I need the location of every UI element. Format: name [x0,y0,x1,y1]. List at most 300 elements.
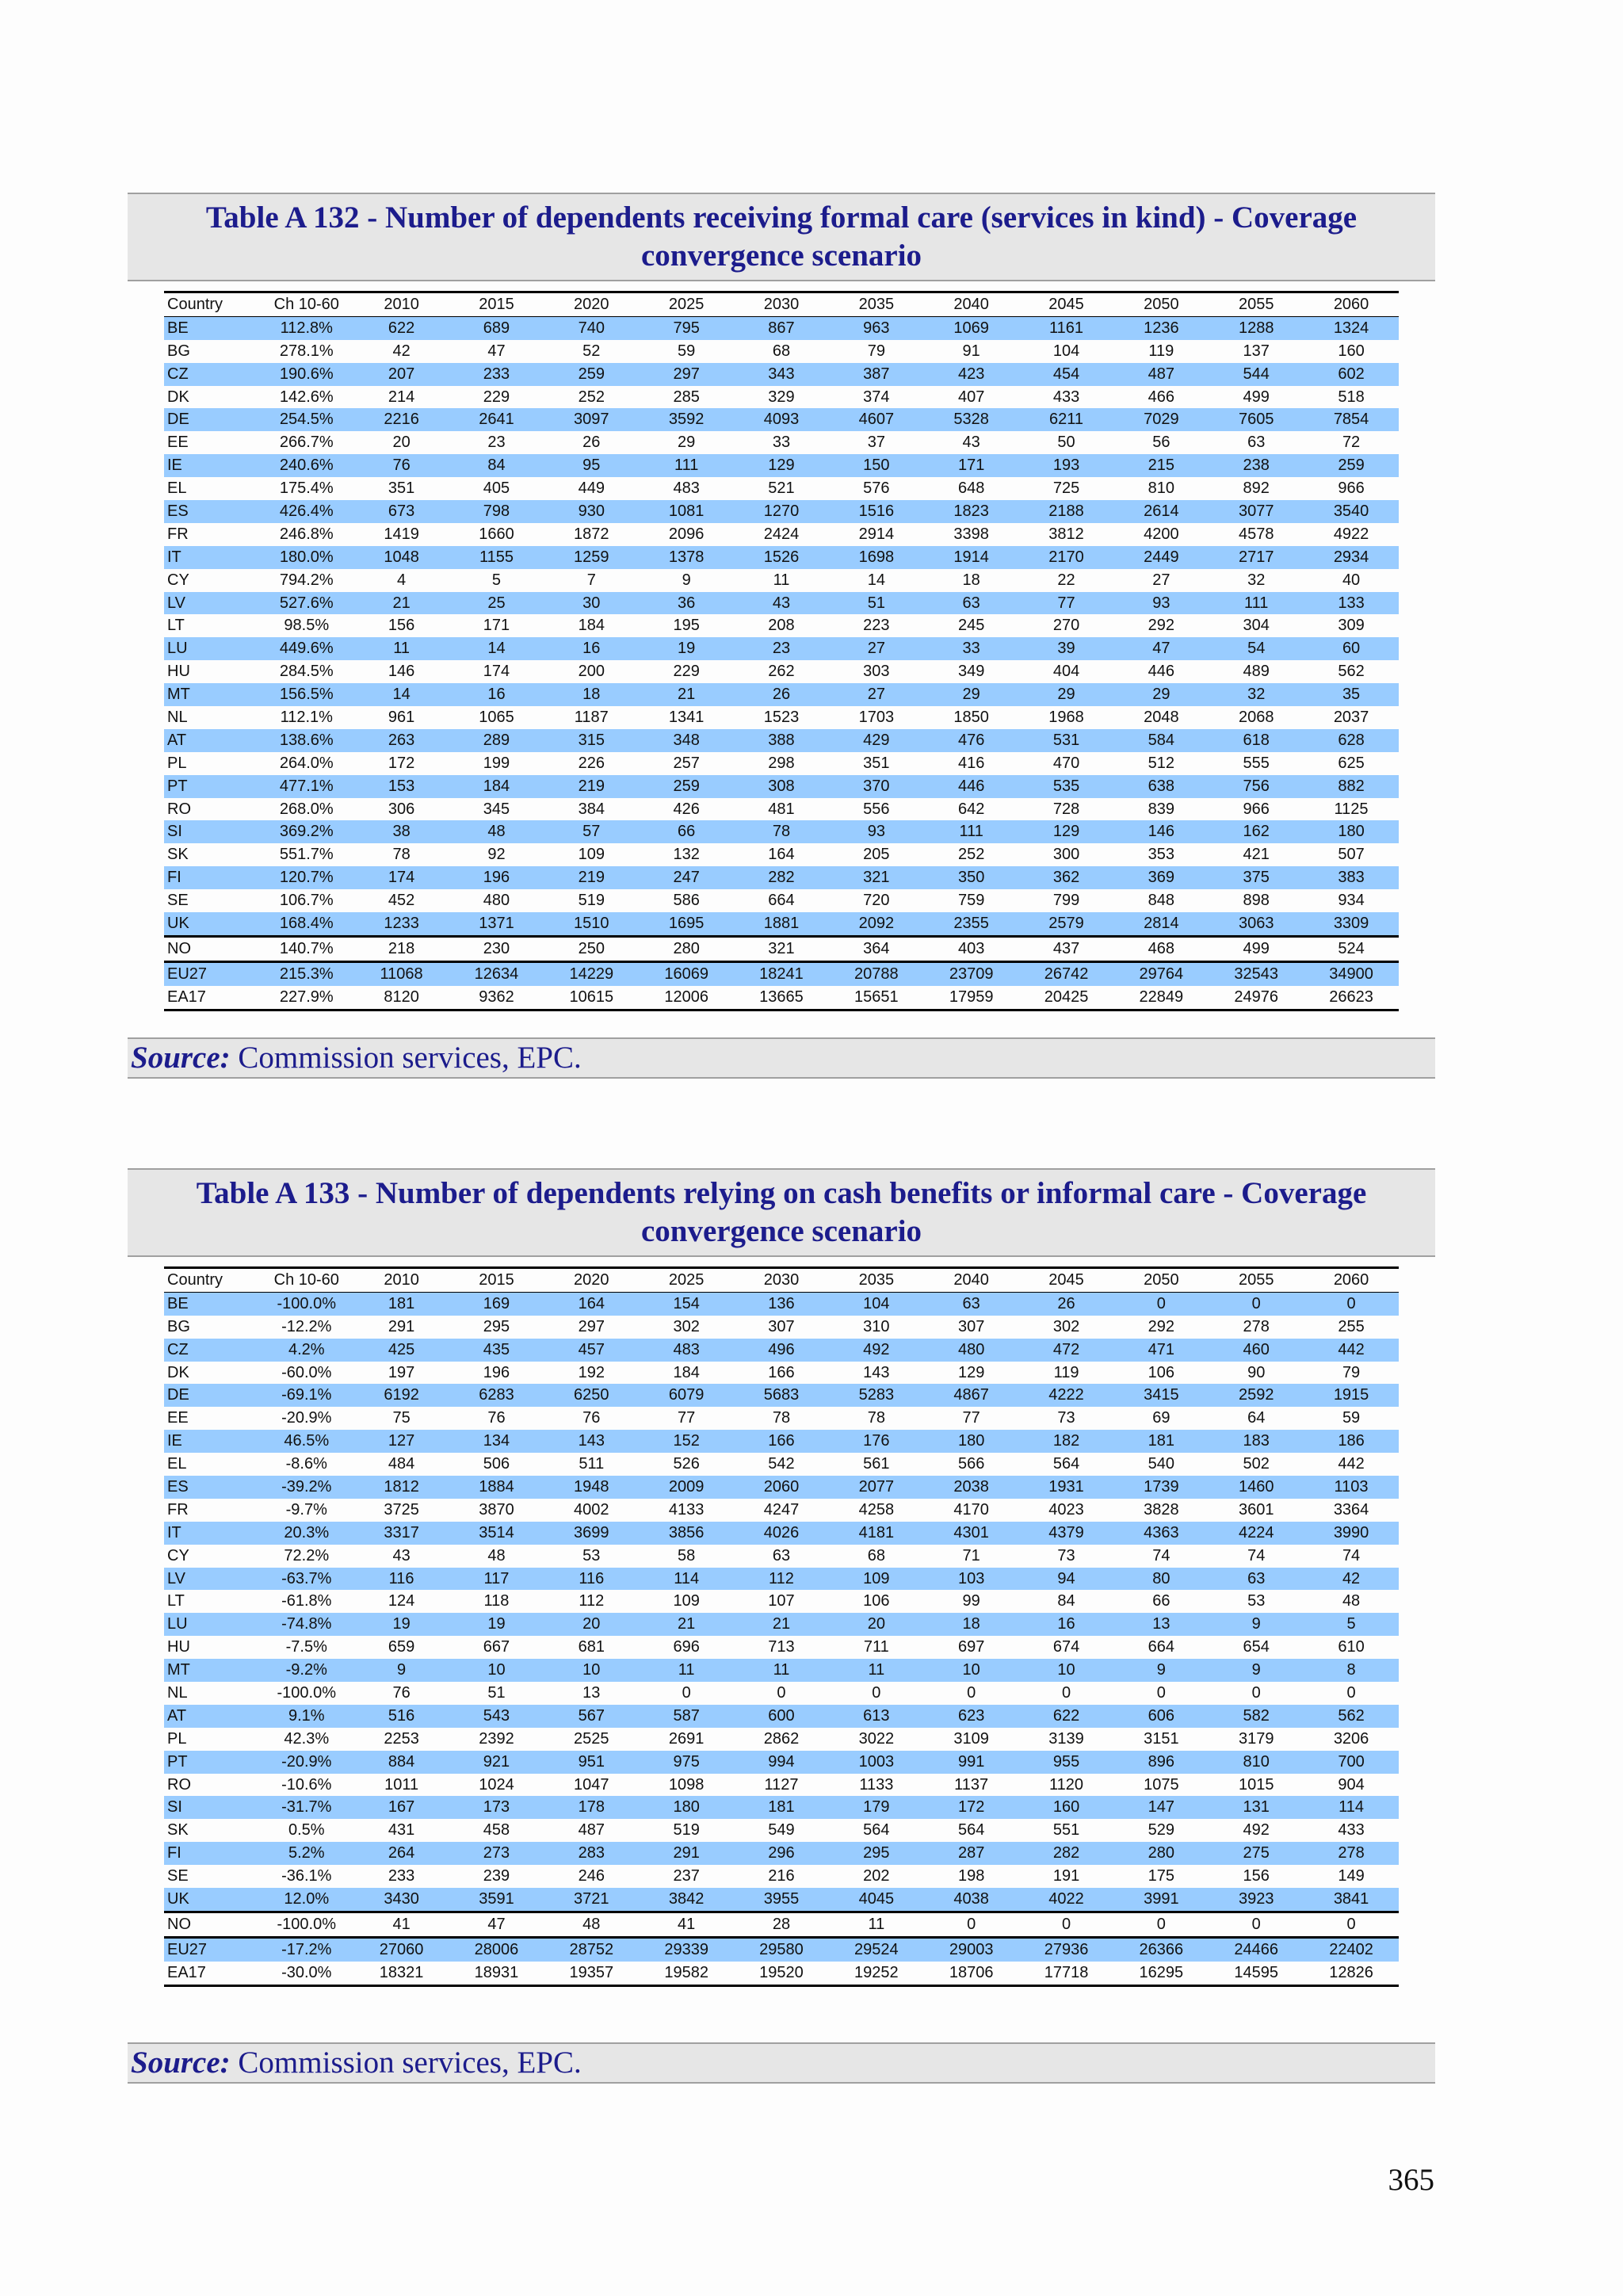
source-note [128,2042,1435,2084]
value-cell: 3540 [1304,500,1399,523]
value-cell: 587 [639,1705,734,1728]
value-cell: 867 [734,316,829,339]
value-cell: 1812 [354,1476,449,1499]
value-cell: 27936 [1019,1937,1114,1961]
value-cell: 263 [354,729,449,752]
value-cell: 3063 [1209,912,1304,936]
value-cell: 91 [962,342,980,360]
country-cell: DE [164,1384,259,1407]
value-cell: 2934 [1304,546,1399,569]
value-cell: -36.1% [281,1867,332,1885]
value-cell: 111 [639,454,734,477]
value-cell: 33 [924,637,1019,660]
value-cell: 521 [768,479,795,498]
value-cell: 19 [354,1613,449,1636]
value-cell: 237 [673,1867,700,1885]
value-cell: -100.0% [277,1683,337,1702]
value-cell: 10 [924,1659,1019,1682]
table-row [164,1796,1399,1819]
value-cell: 638 [1113,775,1209,798]
country-cell: BG [167,1317,190,1335]
value-cell: 416 [957,754,985,772]
value-cell: 518 [1338,388,1365,406]
value-cell: 76 [392,1683,411,1702]
value-cell: 254.5% [259,408,354,431]
value-cell: 460 [1209,1339,1304,1362]
value-cell: 2216 [354,408,449,431]
value-cell: 27 [829,637,924,660]
value-cell: 264 [354,1842,449,1865]
value-cell: 383 [1304,866,1399,889]
table-row [164,866,1399,889]
value-cell: 13 [1113,1613,1209,1636]
value-cell: 98.5% [284,617,330,635]
value-cell: 2525 [574,1729,609,1748]
value-cell: 34900 [1304,961,1399,985]
value-cell: 345 [483,800,510,818]
value-cell: 3206 [1333,1729,1369,1748]
value-cell: 118 [483,1592,510,1610]
table-row [164,592,1399,615]
value-cell: 466 [1148,388,1175,406]
value-cell: 1120 [1049,1775,1084,1794]
value-cell: 29 [924,683,1019,706]
country-cell: FI [164,1842,259,1865]
value-cell: 16 [449,683,544,706]
value-cell: 93 [829,820,924,843]
value-cell: 610 [1338,1638,1365,1656]
column-header: 2040 [953,1270,989,1289]
value-cell: 285 [673,388,700,406]
value-cell: 3514 [449,1522,544,1545]
value-cell: 246 [578,1867,605,1885]
value-cell: 1915 [1304,1384,1399,1407]
value-cell: 1739 [1113,1476,1209,1499]
source-label: Source: [131,2046,231,2080]
column-header: 2015 [479,295,514,313]
value-cell: 273 [449,1842,544,1865]
country-cell: NL [167,1683,188,1702]
value-cell: 1098 [668,1775,705,1794]
value-cell: 287 [924,1842,1019,1865]
value-cell: 42 [392,342,411,360]
table-row [164,1613,1399,1636]
value-cell: 164 [544,1292,639,1315]
value-cell: 4045 [829,1888,924,1912]
value-cell: 18241 [734,961,829,985]
value-cell: 156.5% [259,683,354,706]
value-cell: 403 [957,939,985,957]
value-cell: 168.4% [259,912,354,936]
value-cell: 7 [586,571,596,589]
table-header-row [164,292,1399,317]
value-cell: 374 [863,388,890,406]
value-cell: 446 [924,775,1019,798]
table-row [164,775,1399,798]
value-cell: 6250 [544,1384,639,1407]
value-cell: 35 [1304,683,1399,706]
value-cell: 1011 [384,1775,419,1794]
value-cell: 12006 [664,988,708,1006]
table-row [164,706,1399,729]
table-section-a132 [128,193,1435,1075]
value-cell: 233 [449,363,544,386]
value-cell: 1850 [953,708,989,726]
value-cell: -31.7% [259,1796,354,1819]
value-cell: 5 [1304,1613,1399,1636]
value-cell: 1270 [734,500,829,523]
value-cell: 839 [1148,800,1175,818]
value-cell: 50 [1057,434,1075,452]
value-cell: 20 [829,1613,924,1636]
table-row [164,614,1399,637]
value-cell: 18 [962,571,980,589]
value-cell: -74.8% [259,1613,354,1636]
value-cell: 421 [1243,846,1270,864]
value-cell: 9 [682,571,691,589]
value-cell: 297 [578,1317,605,1335]
table-row [164,546,1399,569]
country-cell: SE [167,892,189,910]
value-cell: 259 [639,775,734,798]
value-cell: 4200 [1144,525,1179,543]
value-cell: 496 [734,1339,829,1362]
table-row [164,1842,1399,1865]
value-cell: 606 [1113,1705,1209,1728]
value-cell: 1259 [544,546,639,569]
value-cell: 1288 [1209,316,1304,339]
value-cell: 3151 [1144,1729,1179,1748]
value-cell: 257 [673,754,700,772]
value-cell: 29 [678,434,696,452]
value-cell: 1048 [354,546,449,569]
country-cell: FR [167,1500,189,1519]
value-cell: 4093 [734,408,829,431]
value-cell: 129 [957,1363,985,1381]
value-cell: 884 [354,1751,449,1774]
value-cell: 68 [772,342,791,360]
value-cell: 166 [734,1430,829,1453]
value-cell: 74 [1342,1546,1361,1564]
value-cell: 618 [1209,729,1304,752]
column-header: Country [167,1270,223,1289]
column-header: 2050 [1144,1270,1179,1289]
value-cell: 2009 [639,1476,734,1499]
value-cell: 1324 [1304,316,1399,339]
value-cell: 480 [483,892,510,910]
value-cell: -30.0% [281,1963,332,1981]
value-cell: 1341 [668,708,705,726]
value-cell: 112.1% [280,708,333,726]
value-cell: 252 [957,846,985,864]
country-cell: LV [164,592,259,615]
value-cell: 1103 [1304,1476,1399,1499]
value-cell: 84 [1057,1592,1075,1610]
value-cell: 3923 [1209,1888,1304,1912]
value-cell: 351 [863,754,890,772]
value-cell: 1419 [384,525,419,543]
table-row [164,363,1399,386]
value-cell: 1698 [829,546,924,569]
value-cell: 21 [639,1613,734,1636]
value-cell: 95 [544,454,639,477]
value-cell: 199 [483,754,510,772]
value-cell: 28006 [449,1937,544,1961]
value-cell: 11 [639,1659,734,1682]
value-cell: 227.9% [279,988,334,1006]
table-row [164,1962,1399,1985]
value-cell: 0 [1346,1683,1356,1702]
value-cell: 32 [1209,683,1304,706]
value-cell: 343 [734,363,829,386]
page-number: 365 [1388,2163,1434,2197]
value-cell: 284.5% [279,663,334,681]
value-cell: 511 [579,1455,605,1473]
value-cell: 51 [487,1683,506,1702]
value-cell: 1075 [1144,1775,1179,1794]
table-row [164,961,1399,985]
value-cell: 564 [1052,1455,1080,1473]
value-cell: 266.7% [279,434,334,452]
value-cell: 9362 [479,988,514,1006]
value-cell: 3841 [1304,1888,1399,1912]
value-cell: 2424 [763,525,800,543]
table-body [164,316,1399,1010]
value-cell: 433 [1338,1821,1365,1839]
value-cell: 278.1% [279,342,334,360]
value-cell: 63 [924,1292,1019,1315]
table-row [164,431,1399,454]
value-cell: 1460 [1209,1476,1304,1499]
value-cell: 529 [1148,1821,1175,1839]
value-cell: 481 [768,800,795,818]
value-cell: 681 [578,1638,605,1656]
value-cell: 78 [734,820,829,843]
value-cell: 4023 [1048,1500,1084,1519]
value-cell: 18706 [949,1963,994,1981]
value-cell: 476 [924,729,1019,752]
country-cell: SK [167,846,189,864]
country-cell: RO [167,1775,191,1794]
value-cell: 896 [1113,1751,1209,1774]
value-cell: 622 [1019,1705,1114,1728]
value-cell: -20.9% [259,1751,354,1774]
value-cell: 551 [1052,1821,1080,1839]
value-cell: 68 [867,1546,885,1564]
value-cell: 4922 [1333,525,1369,543]
column-header: Ch 10-60 [273,1270,339,1289]
value-cell: 404 [1052,663,1080,681]
country-cell: EA17 [167,988,206,1006]
value-cell: 4.2% [259,1339,354,1362]
value-cell: 351 [388,479,415,498]
value-cell: 2060 [734,1476,829,1499]
value-cell: 470 [1052,754,1080,772]
value-cell: 186 [1304,1430,1399,1453]
value-cell: 713 [768,1638,795,1656]
value-cell: 114 [639,1568,734,1591]
value-cell: 642 [957,800,985,818]
value-cell: 29003 [924,1937,1019,1961]
value-cell: 388 [734,729,829,752]
value-cell: 48 [487,1546,506,1564]
value-cell: 219 [544,866,639,889]
value-cell: 4026 [734,1522,829,1545]
value-cell: 3991 [1113,1888,1209,1912]
value-cell: 0 [1346,1915,1356,1933]
source-label: Source: [131,1041,231,1075]
column-header: 2035 [858,295,895,313]
value-cell: 38 [354,820,449,843]
value-cell: 184 [449,775,544,798]
value-cell: 208 [768,617,795,635]
value-cell: 472 [1019,1339,1114,1362]
value-cell: 138.6% [259,729,354,752]
data-table [164,291,1399,1011]
value-cell: 519 [578,892,605,910]
country-cell: ES [164,500,259,523]
country-cell: SK [167,1821,189,1839]
value-cell: 143 [863,1363,890,1381]
value-cell: 2717 [1209,546,1304,569]
value-cell: 66 [1152,1592,1170,1610]
table-row [164,1430,1399,1453]
value-cell: 2614 [1113,500,1209,523]
value-cell: 8120 [384,988,419,1006]
value-cell: 674 [1052,1638,1080,1656]
value-cell: 282 [734,866,829,889]
value-cell: 898 [1243,892,1270,910]
value-cell: 56 [1152,434,1170,452]
value-cell: 2068 [1238,708,1274,726]
value-cell: 184 [578,617,605,635]
value-cell: 19582 [664,1963,708,1981]
column-header: 2055 [1238,1270,1274,1289]
value-cell: 190.6% [259,363,354,386]
value-cell: 623 [924,1705,1019,1728]
value-cell: 25 [449,592,544,615]
value-cell: 247 [639,866,734,889]
value-cell: 174 [483,663,510,681]
value-cell: 20788 [829,961,924,985]
value-cell: 196 [483,1363,510,1381]
value-cell: 9.1% [259,1705,354,1728]
value-cell: 7029 [1113,408,1209,431]
country-cell: NO [167,939,191,957]
value-cell: 5328 [924,408,1019,431]
value-cell: 882 [1304,775,1399,798]
column-header: 2025 [668,295,705,313]
country-cell: BE [164,1292,259,1315]
value-cell: 0 [682,1683,691,1702]
value-cell: 12826 [1329,1963,1373,1981]
value-cell: 425 [354,1339,449,1362]
value-cell: 2641 [449,408,544,431]
column-header: 2045 [1048,1270,1084,1289]
value-cell: 0 [1113,1292,1209,1315]
country-cell: HU [167,663,190,681]
value-cell: 512 [1148,754,1175,772]
table-row [164,637,1399,660]
value-cell: 207 [354,363,449,386]
value-cell: 21 [639,683,734,706]
value-cell: 3842 [639,1888,734,1912]
value-cell: 3317 [354,1522,449,1545]
value-cell: 454 [1019,363,1114,386]
value-cell: 0 [1251,1683,1261,1702]
value-cell: 0 [1156,1915,1166,1933]
column-header: 2050 [1144,295,1179,313]
value-cell: 1881 [734,912,829,936]
value-cell: 27 [829,683,924,706]
value-cell: 200 [578,663,605,681]
country-cell: LU [164,1613,259,1636]
value-cell: 171 [483,617,510,635]
data-table [164,1266,1399,1987]
value-cell: 531 [1019,729,1114,752]
value-cell: 22 [1057,571,1075,589]
value-cell: 3591 [449,1888,544,1912]
value-cell: 41 [392,1915,411,1933]
value-cell: -8.6% [285,1455,327,1473]
value-cell: 0 [1061,1915,1071,1933]
value-cell: 664 [768,892,795,910]
column-header: 2020 [574,295,609,313]
value-cell: 18 [544,683,639,706]
value-cell: 700 [1304,1751,1399,1774]
table-row [164,660,1399,683]
column-header: Ch 10-60 [273,295,339,313]
value-cell: 468 [1148,939,1175,957]
value-cell: 289 [449,729,544,752]
value-cell: 3812 [1048,525,1084,543]
value-cell: -60.0% [281,1363,332,1381]
value-cell: 3139 [1048,1729,1084,1748]
value-cell: 196 [449,866,544,889]
value-cell: 216 [768,1867,795,1885]
value-cell: 613 [829,1705,924,1728]
value-cell: 169 [449,1292,544,1315]
value-cell: 904 [1338,1775,1365,1794]
value-cell: 92 [487,846,506,864]
value-cell: 697 [957,1638,985,1656]
value-cell: 103 [924,1568,1019,1591]
value-cell: 197 [388,1363,415,1381]
value-cell: 13665 [759,988,804,1006]
value-cell: 193 [1019,454,1114,477]
value-cell: 3856 [639,1522,734,1545]
value-cell: 426 [673,800,700,818]
value-cell: 184 [673,1363,700,1381]
value-cell: 2077 [829,1476,924,1499]
country-cell: HU [167,1638,190,1656]
value-cell: 238 [1209,454,1304,477]
value-cell: 19252 [854,1963,899,1981]
column-header: 2025 [668,1270,705,1289]
value-cell: 535 [1019,775,1114,798]
value-cell: 519 [673,1821,700,1839]
value-cell: 226 [578,754,605,772]
value-cell: 487 [578,1821,605,1839]
value-cell: 166 [768,1363,795,1381]
value-cell: 10 [1019,1659,1114,1682]
value-cell: 76 [487,1409,506,1427]
value-cell: 543 [449,1705,544,1728]
value-cell: 195 [673,617,700,635]
value-cell: 143 [544,1430,639,1453]
value-cell: 991 [924,1751,1019,1774]
value-cell: 0 [1304,1292,1399,1315]
